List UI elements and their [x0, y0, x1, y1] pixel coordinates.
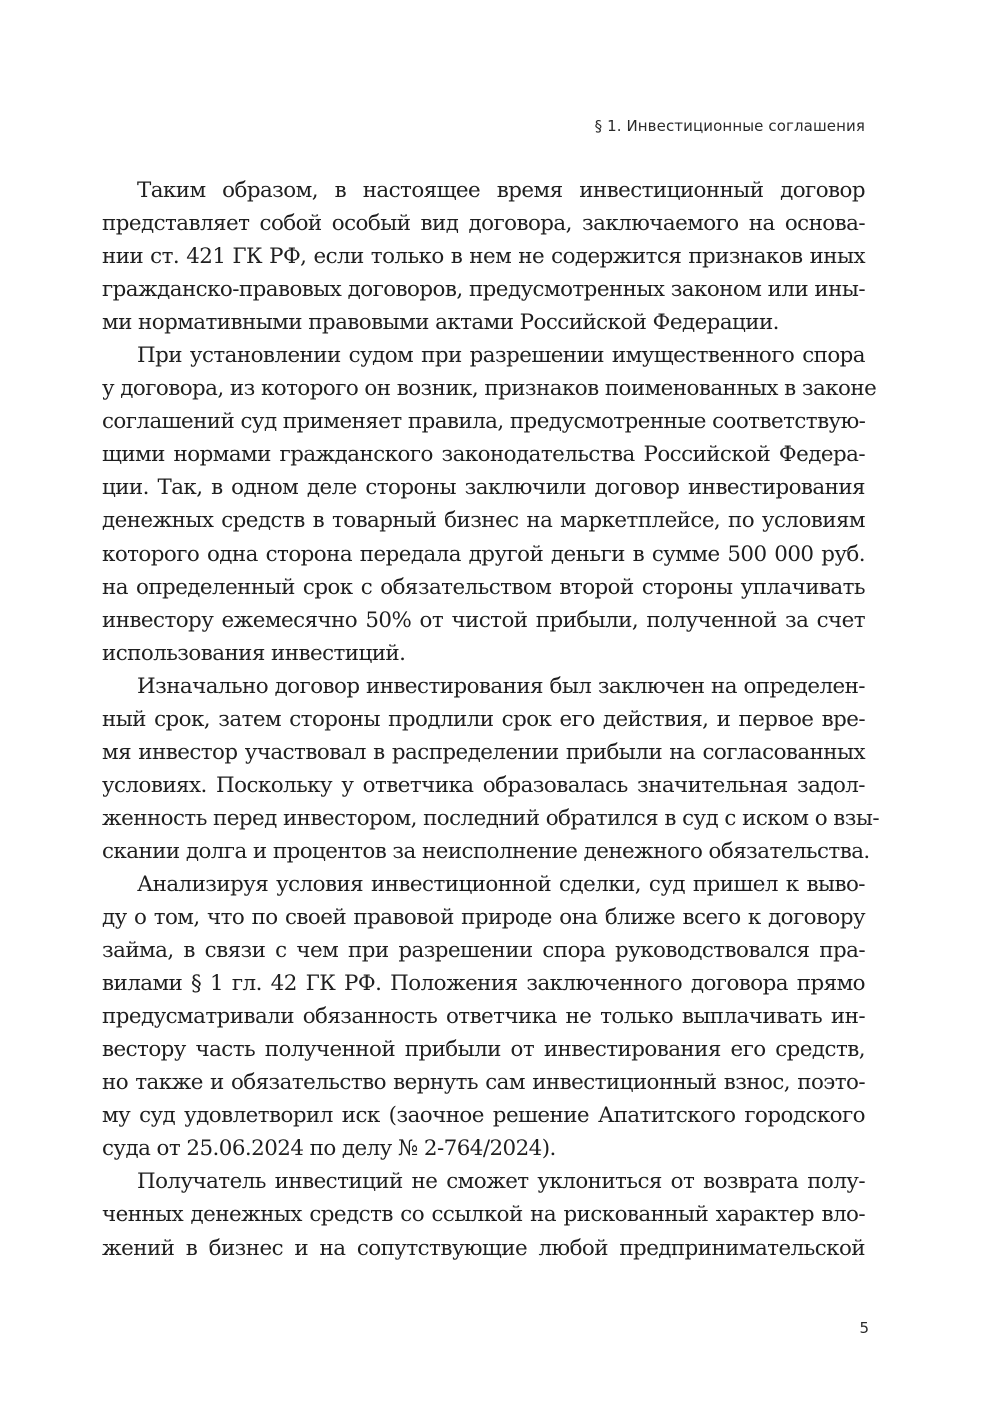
text-line: Таким образом, в настоящее время инвестиционный договор — [137, 178, 865, 203]
text-line: Изначально договор инвестирования был заключен на определен- — [137, 673, 865, 699]
text-line: Анализируя условия инвестиционной сделки, суд пришел к выво- — [137, 871, 865, 897]
text-line: представляет собой особый вид договора, заключаемого на основа- — [102, 211, 865, 237]
text-line: денежных средств в товарный бизнес на маркетплейсе, по условиям — [102, 508, 865, 534]
text-line: женность перед инвестором, последний обратился в суд с иском о взы- — [102, 805, 880, 831]
text-line: ду о том, что по своей правовой природе она ближе всего к договору — [102, 905, 865, 931]
text-line: При установлении судом при разрешении имущественного спора — [137, 343, 865, 369]
text-line: ченных денежных средств со ссылкой на рискованный характер вло- — [102, 1202, 865, 1228]
running-header: § 1. Инвестиционные соглашения — [594, 117, 865, 135]
text-line: щими нормами гражданского законодательства Российской Федера- — [102, 442, 865, 468]
text-line: му суд удовлетворил иск (заочное решение Апатитского городского — [102, 1103, 865, 1129]
text-line: у договора, из которого он возник, признаков поименованных в законе — [102, 376, 877, 402]
text-line: инвестору ежемесячно 50% от чистой прибыли, полученной за счет — [102, 607, 865, 633]
text-line: нии ст. 421 ГК РФ, если только в нем не содержится признаков иных — [102, 244, 865, 270]
text-line: скании долга и процентов за неисполнение денежного обязательства. — [102, 838, 870, 864]
text-line: мя инвестор участвовал в распределении прибыли на согласованных — [102, 739, 865, 765]
text-line: Получатель инвестиций не сможет уклониться от возврата полу- — [137, 1169, 865, 1195]
text-line: на определенный срок с обязательством второй стороны уплачивать — [102, 574, 865, 600]
text-line: соглашений суд применяет правила, предусмотренные соответствую- — [102, 409, 866, 435]
text-line: ми нормативными правовыми актами Российской Федерации. — [102, 310, 779, 336]
text-line: предусматривали обязанность ответчика не только выплачивать ин- — [102, 1004, 865, 1030]
page-body — [102, 174, 880, 1265]
text-line: условиях. Поскольку у ответчика образовалась значительная задол- — [102, 772, 865, 798]
text-line: использования инвестиций. — [102, 640, 406, 666]
text-line: ный срок, затем стороны продлили срок его действия, и первое вре- — [102, 706, 865, 732]
text-line: которого одна сторона передала другой деньги в сумме 500 000 руб. — [102, 541, 865, 567]
text-line: гражданско-правовых договоров, предусмотренных законом или ины- — [102, 277, 865, 303]
text-line: займа, в связи с чем при разрешении спора руководствовался пра- — [102, 938, 865, 964]
page-number: 5 — [859, 1319, 869, 1337]
text-line: вилами § 1 гл. 42 ГК РФ. Положения заключенного договора прямо — [102, 971, 865, 997]
text-line: жений в бизнес и на сопутствующие любой предпринимательской — [102, 1235, 865, 1261]
text-line: суда от 25.06.2024 по делу № 2-764/2024). — [102, 1136, 556, 1162]
text-line: но также и обязательство вернуть сам инвестиционный взнос, поэто- — [102, 1070, 865, 1096]
text-line: ции. Так, в одном деле стороны заключили договор инвестирования — [102, 475, 865, 501]
text-line: вестору часть полученной прибыли от инвестирования его средств, — [102, 1037, 865, 1063]
